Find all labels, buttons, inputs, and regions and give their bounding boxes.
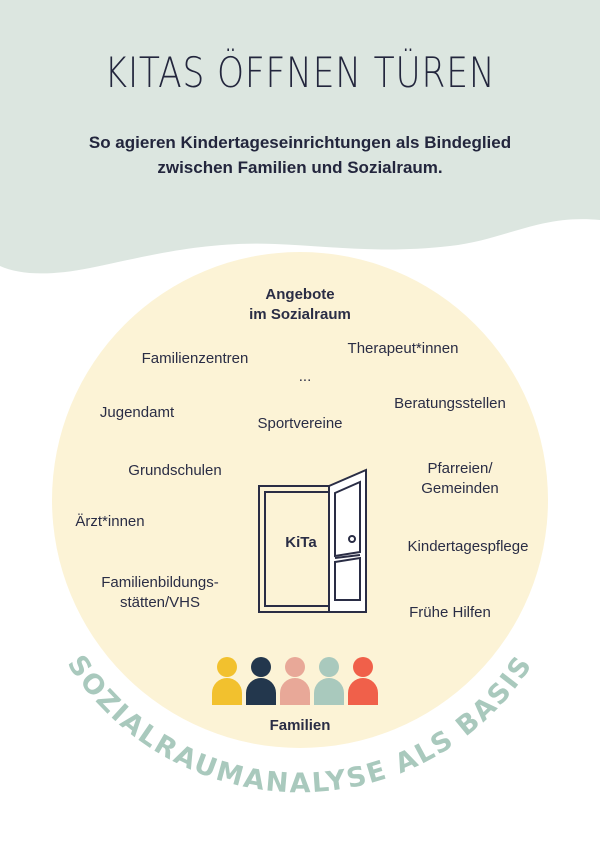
offers-heading-line-1: Angebote — [265, 286, 335, 303]
subtitle-line-1: So agieren Kindertageseinrichtungen als Bindeglied — [88, 133, 512, 152]
offer-familienzentren: Familienzentren — [141, 350, 249, 367]
families-label: Familien — [269, 717, 331, 734]
page-subtitle — [40, 130, 560, 180]
offer-jugendamt: Jugendamt — [99, 404, 175, 421]
offer-kindertagespflege: Kindertagespflege — [407, 538, 529, 555]
offer-aerzt-innen: Ärzt*innen — [75, 513, 145, 530]
offer-fruehe-hilfen: Frühe Hilfen — [409, 604, 491, 621]
offer-grundschulen: Grundschulen — [128, 462, 222, 479]
offer-fbs-line-2: stätten/VHS — [119, 594, 201, 611]
page-title: KITAS ÖFFNEN TÜREN — [104, 48, 496, 97]
offer-ellipsis: ... — [298, 368, 312, 385]
offers-heading-line-2: im Sozialraum — [249, 306, 351, 323]
offer-sportvereine: Sportvereine — [257, 415, 343, 432]
subtitle-line-2: zwischen Familien und Sozialraum. — [157, 158, 443, 177]
offer-therapeut-innen: Therapeut*innen — [347, 340, 459, 357]
kita-label: KiTa — [285, 534, 317, 551]
offer-fbs-line-1: Familienbildungs- — [101, 574, 219, 591]
offer-pfarreien-line-1: Pfarreien/ — [427, 460, 493, 477]
offer-pfarreien-line-2: Gemeinden — [421, 480, 499, 497]
offers-heading — [200, 285, 400, 325]
arc-label-text: SOZIALRAUMANALYSE ALS BASIS — [60, 649, 540, 800]
offer-familienbildungsstaetten — [85, 573, 235, 613]
offer-beratungsstellen: Beratungsstellen — [394, 395, 506, 412]
offer-pfarreien-gemeinden — [400, 459, 520, 499]
